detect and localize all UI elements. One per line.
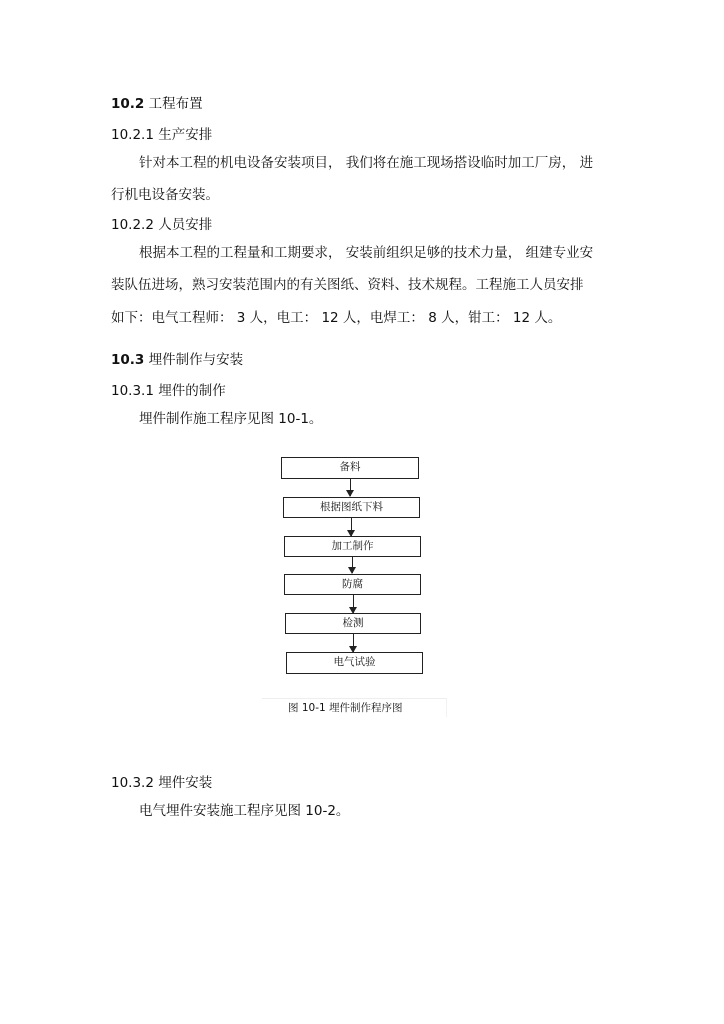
paragraph-line: 根据本工程的工程量和工期要求， 安装前组织足够的技术力量， 组建专业安 (139, 245, 594, 261)
paragraph-line: 针对本工程的机电设备安装项目， 我们将在施工现场搭设临时加工厂房， 进 (139, 155, 594, 171)
paragraph-line: 行机电设备安装。 (111, 187, 219, 203)
section-title: 埋件制作与安装 (148, 352, 244, 368)
paragraph-line: 电气埋件安装施工程序见图 10-2。 (139, 803, 350, 819)
section-10-2-heading (111, 94, 203, 114)
flow-step-fabrication: 加工制作 (284, 536, 421, 557)
subsection-10-3-2-heading: 10.3.2 埋件安装 (111, 775, 213, 791)
flow-step-anticorrosion: 防腐 (284, 574, 421, 595)
section-10-3-heading (111, 350, 243, 370)
paragraph-line: 如下：电气工程师： 3 人，电工： 12 人，电焊工： 8 人，钳工： 12 人。 (111, 310, 562, 326)
flow-step-inspection: 检测 (285, 613, 421, 634)
flow-arrow (353, 595, 354, 613)
flow-arrow (350, 479, 351, 496)
flow-step-prepare-materials: 备料 (281, 457, 419, 479)
paragraph-line: 埋件制作施工程序见图 10-1。 (139, 411, 323, 427)
subsection-10-2-1-heading: 10.2.1 生产安排 (111, 127, 213, 143)
flow-step-electrical-test: 电气试验 (286, 652, 423, 674)
section-number: 10.3 (111, 352, 145, 368)
flow-step-cut-per-drawing: 根据图纸下料 (283, 497, 420, 518)
paragraph-line: 装队伍进场，熟习安装范围内的有关图纸、资料、技术规程。工程施工人员安排 (111, 277, 584, 293)
figure-caption: 图 10-1 埋件制作程序图 (288, 702, 403, 714)
flow-arrow (352, 557, 353, 573)
section-title: 工程布置 (148, 96, 203, 112)
subsection-10-2-2-heading: 10.2.2 人员安排 (111, 217, 213, 233)
section-number: 10.2 (111, 96, 145, 112)
subsection-10-3-1-heading: 10.3.1 埋件的制作 (111, 383, 226, 399)
flow-arrow (351, 518, 352, 536)
flow-arrow (353, 634, 354, 652)
